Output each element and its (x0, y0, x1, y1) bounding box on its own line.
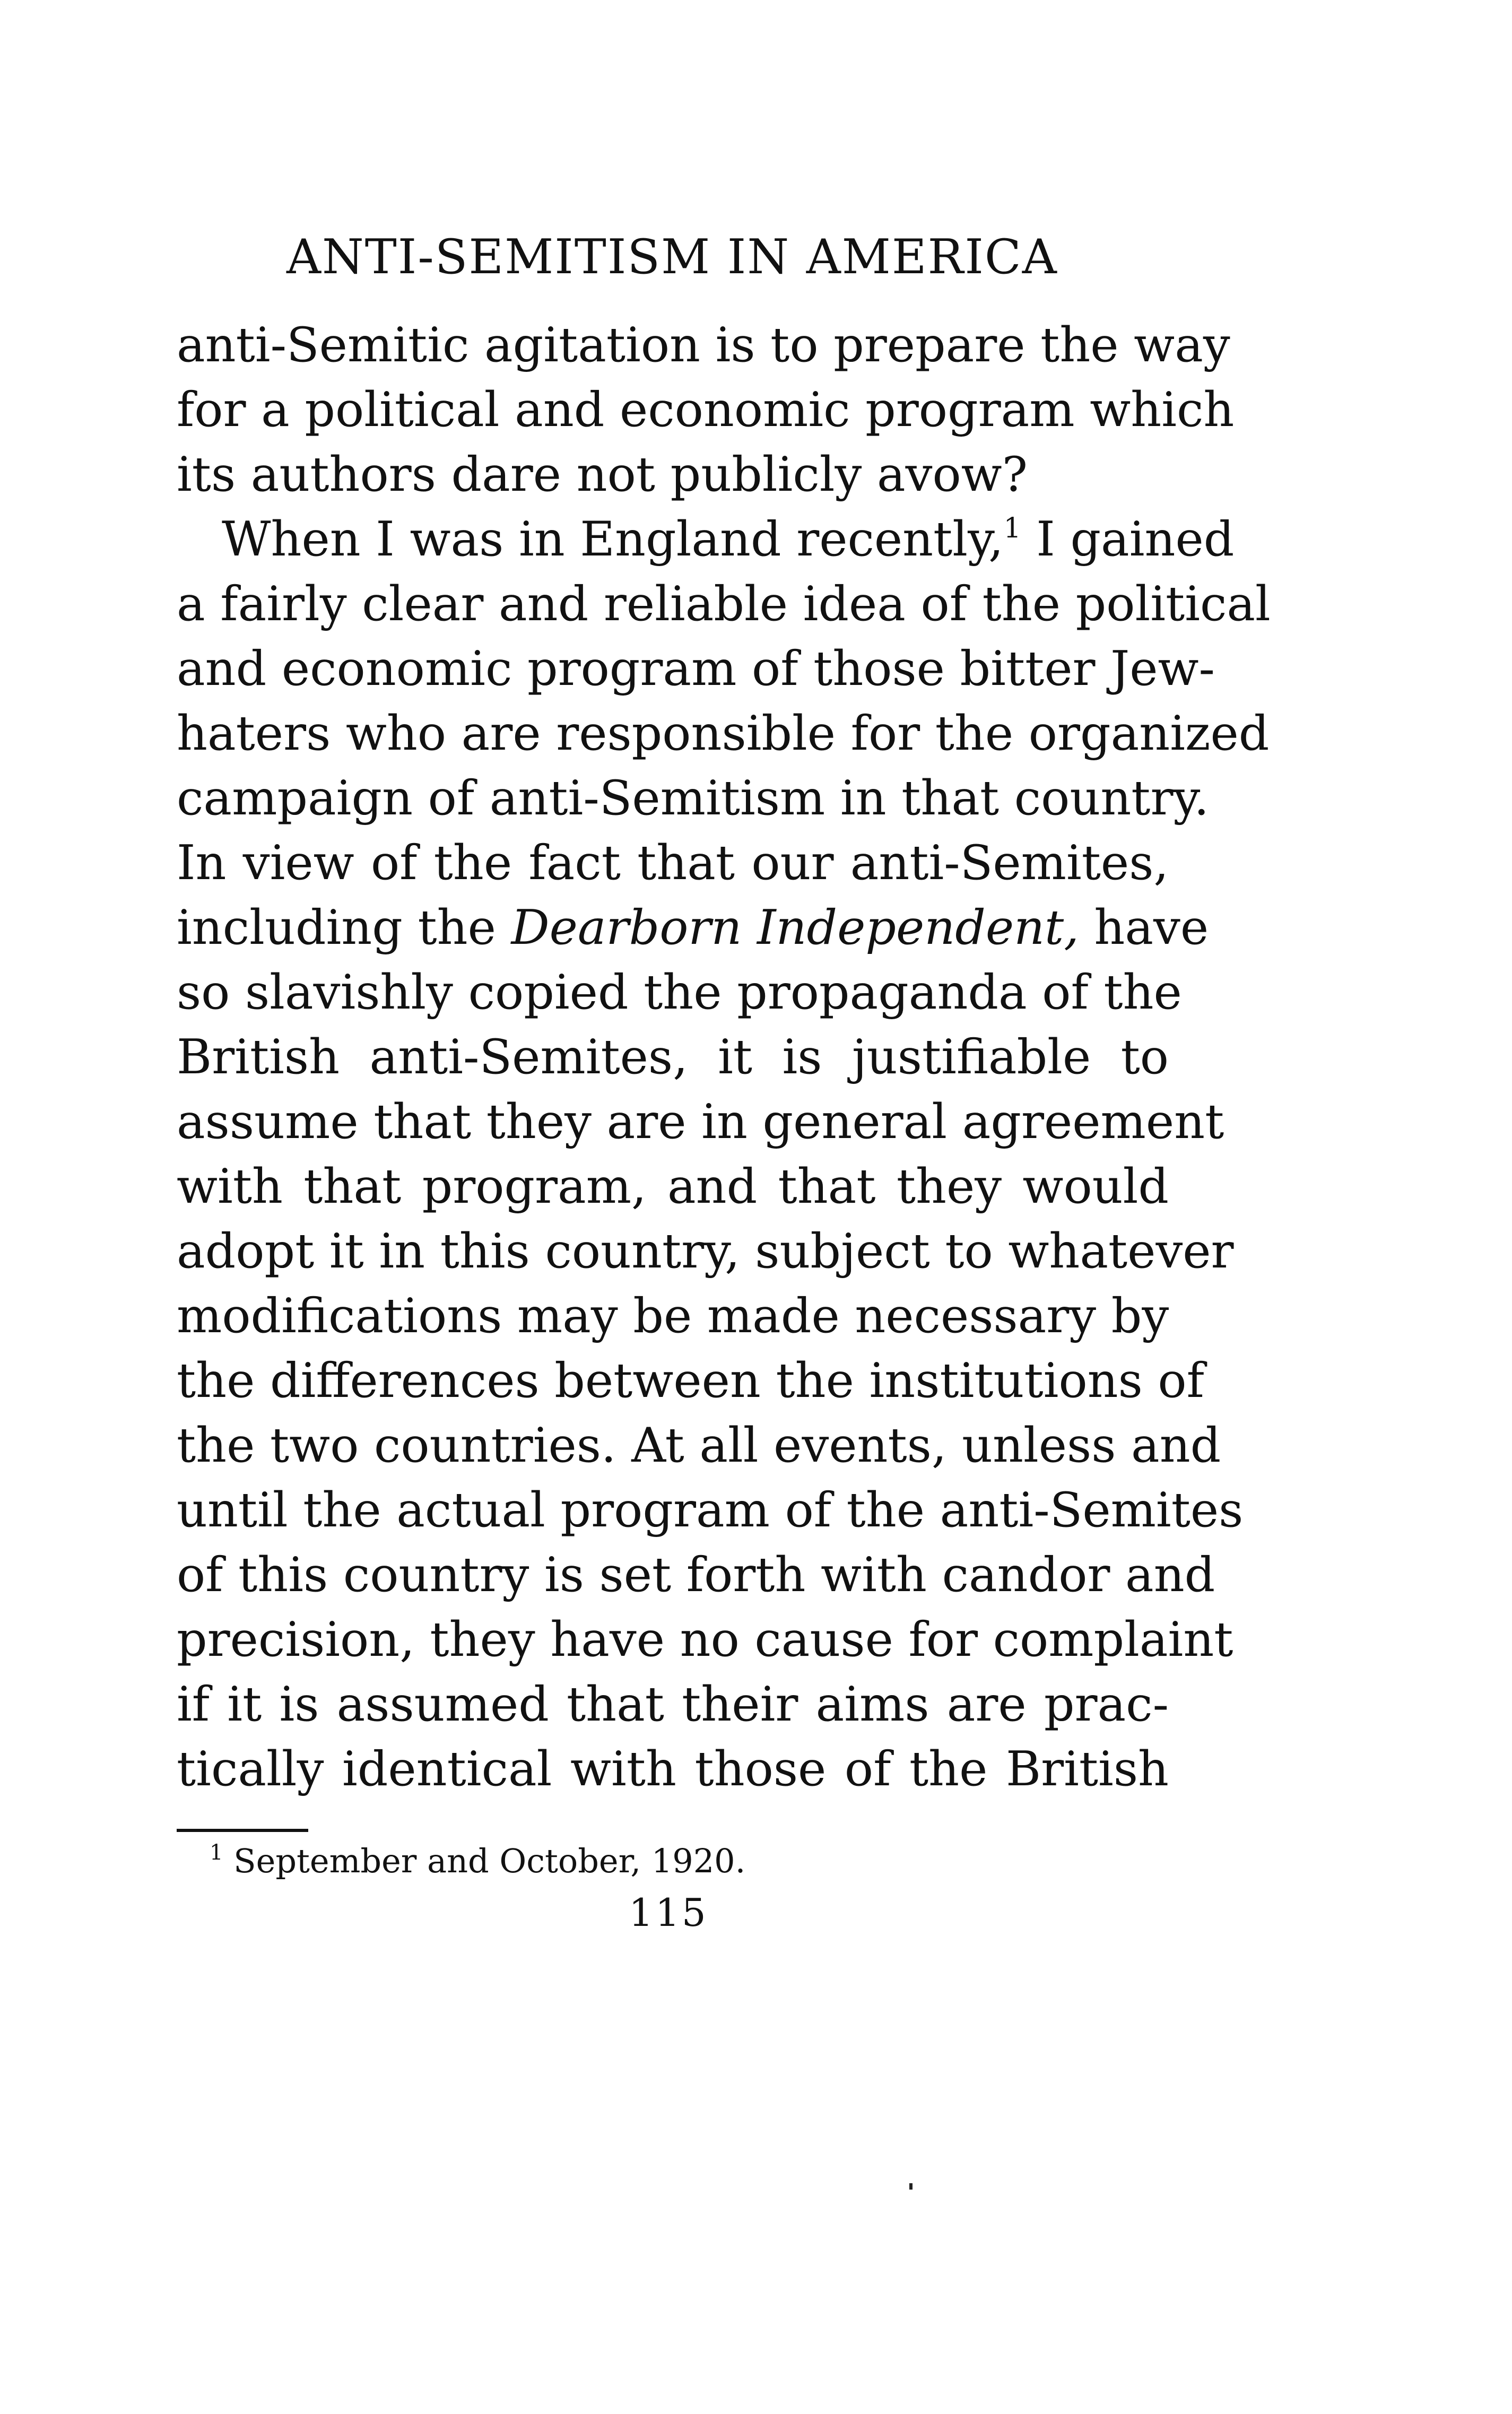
text-line: the two countries. At all events, unless and (177, 1418, 1221, 1473)
text-line (177, 507, 1235, 572)
text-line: of this country is set forth with candor and (177, 1547, 1215, 1603)
text-line: haters who are responsible for the organized (177, 706, 1270, 761)
text-line: assume that they are in general agreement (177, 1094, 1224, 1150)
text-line-end: have (1079, 900, 1209, 956)
text-line-start: When I was in England recently, (222, 511, 1004, 567)
text-line: modifications may be made necessary by (177, 1288, 1169, 1344)
text-line-start: including the (177, 900, 496, 956)
text-line: campaign of anti-Semitism in that country. (177, 770, 1209, 826)
text-line: anti-Semitic agitation is to prepare the way (177, 317, 1230, 373)
text-line: In view of the fact that our anti-Semites, (177, 835, 1169, 891)
text-line: its authors dare not publicly avow? (177, 447, 1028, 502)
footnote (210, 1840, 745, 1882)
text-line: so slavishly copied the propaganda of the (177, 965, 1182, 1020)
text-line (177, 896, 1209, 960)
text-line: a fairly clear and reliable idea of the political (177, 576, 1271, 632)
text-line: for a political and economic program which (177, 382, 1235, 438)
text-line: and economic program of those bitter Jew- (177, 641, 1215, 697)
text-line: British anti-Semites, it is justifiable to (177, 1029, 1169, 1085)
text-line: adopt it in this country, subject to whatever (177, 1223, 1234, 1279)
body-text (177, 313, 1271, 1802)
italic-title: Dearborn Independent, (511, 900, 1079, 956)
footnote-text: September and October, 1920. (223, 1842, 746, 1880)
scan-speck (909, 2183, 913, 2190)
text-line: tically identical with those of the British (177, 1741, 1169, 1797)
page-number: 115 (629, 1890, 708, 1935)
text-line: precision, they have no cause for complaint (177, 1612, 1233, 1668)
running-head: ANTI-SEMITISM IN AMERICA (286, 229, 1058, 285)
text-line: if it is assumed that their aims are prac- (177, 1677, 1169, 1732)
text-line-end: I gained (1021, 511, 1235, 567)
text-line: until the actual program of the anti-Semites (177, 1482, 1244, 1538)
footnote-rule (177, 1829, 308, 1832)
text-line: the differences between the institutions of (177, 1353, 1204, 1409)
text-line: with that program, and that they would (177, 1159, 1169, 1214)
footnote-reference: 1 (1003, 513, 1021, 544)
footnote-marker: 1 (210, 1840, 223, 1865)
